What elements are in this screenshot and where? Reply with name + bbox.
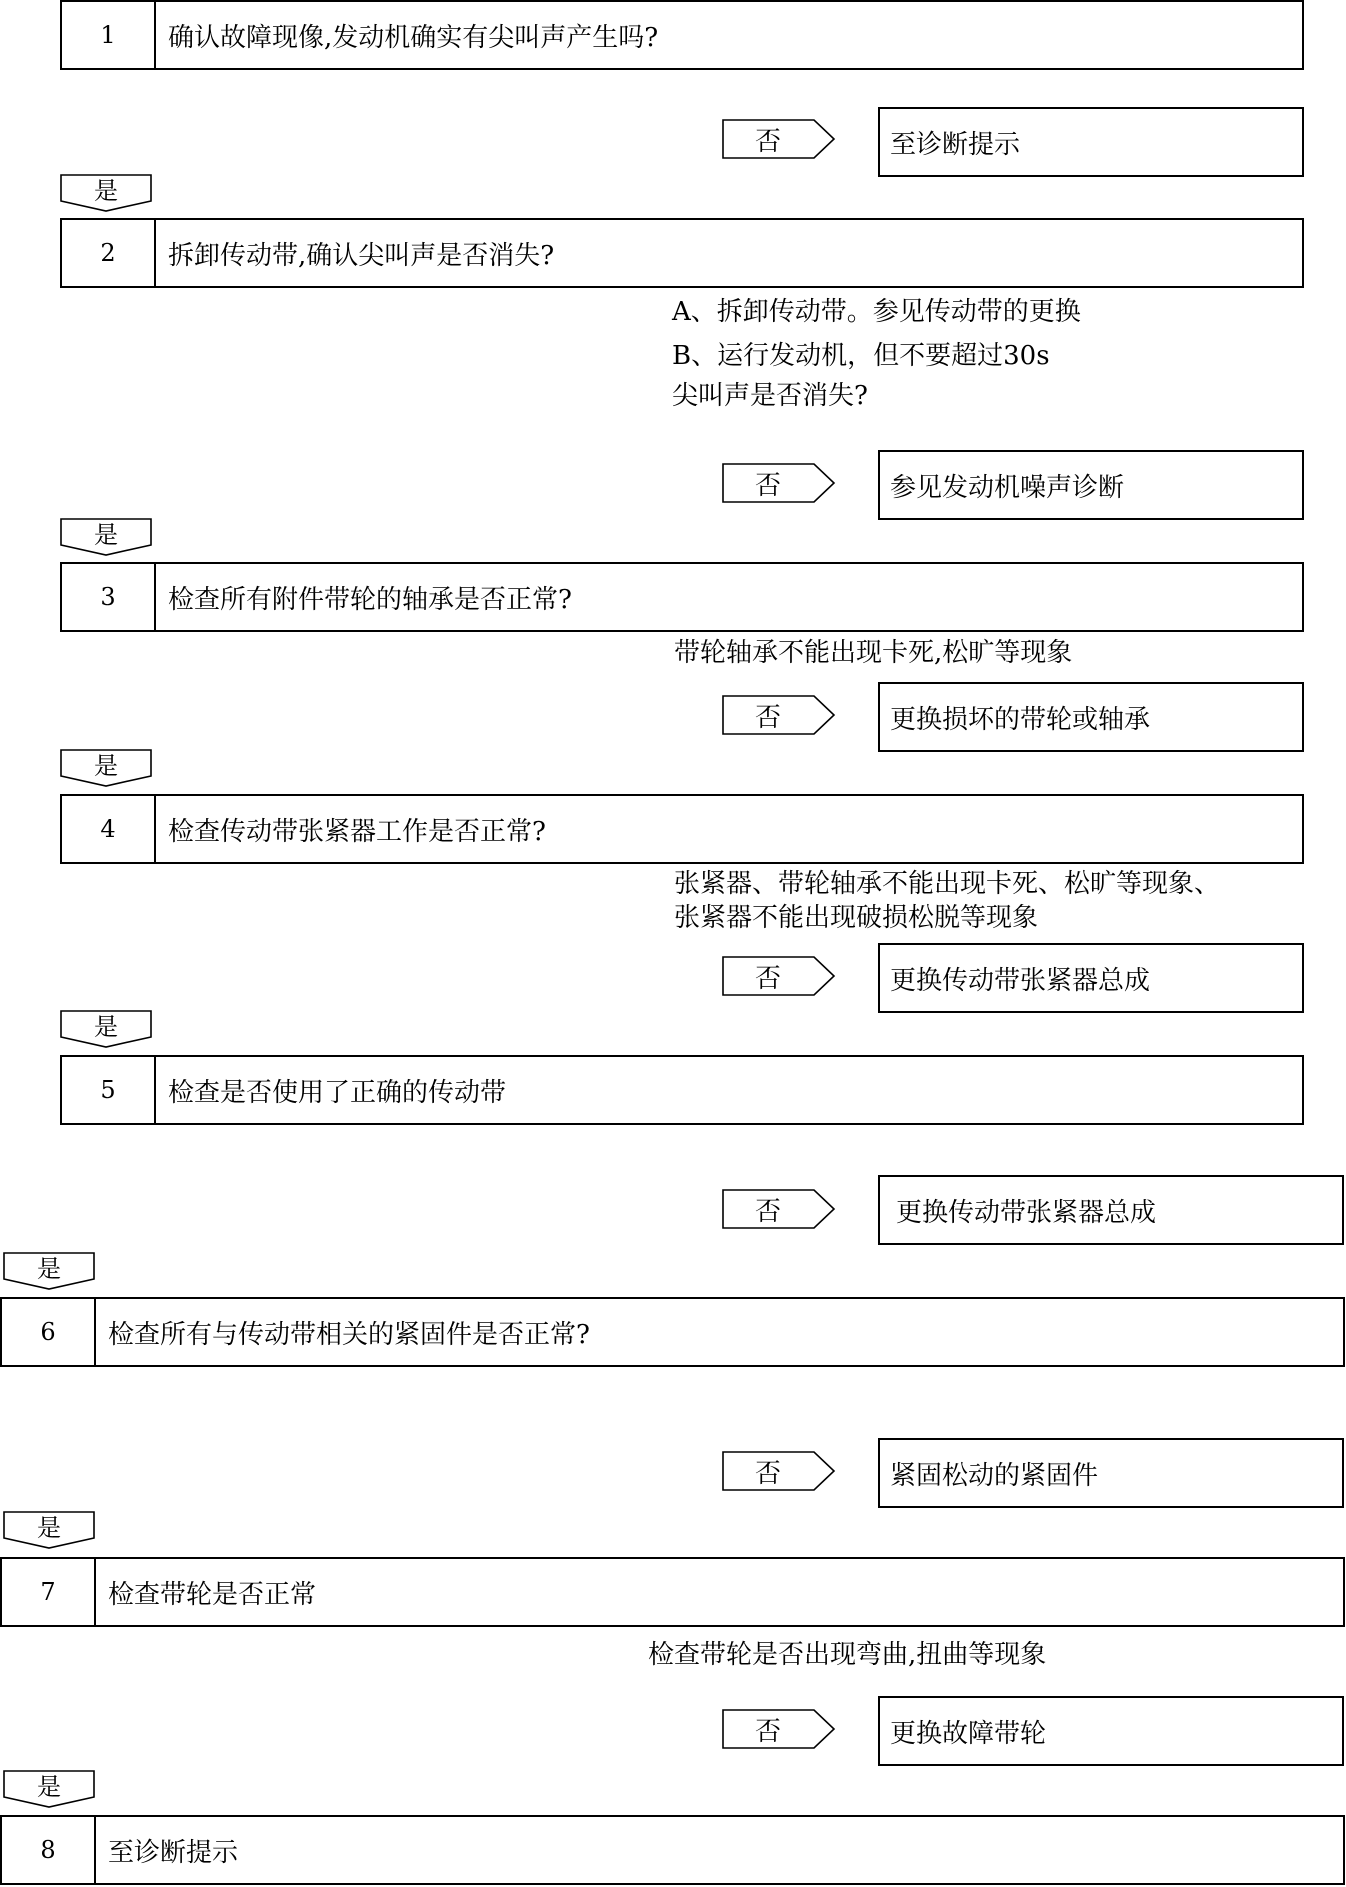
action-box-2: 参见发动机噪声诊断 <box>878 450 1304 520</box>
action-box-6: 紧固松动的紧固件 <box>878 1438 1344 1508</box>
action-box-3: 更换损坏的带轮或轴承 <box>878 682 1304 752</box>
step-2-box <box>60 218 1304 288</box>
action-box-1: 至诊断提示 <box>878 107 1304 177</box>
step-text: 检查所有与传动带相关的紧固件是否正常? <box>108 1319 590 1350</box>
action-box-5: 更换传动带张紧器总成 <box>878 1175 1344 1245</box>
step-text: 确认故障现像,发动机确实有尖叫声产生吗? <box>168 22 659 53</box>
yes-arrow: 是 <box>3 1252 95 1290</box>
step-number: 5 <box>62 1057 156 1123</box>
no-arrow: 否 <box>722 119 836 159</box>
no-arrow: 否 <box>722 1709 836 1749</box>
step-3-note: 带轮轴承不能出现卡死,松旷等现象 <box>674 638 1073 668</box>
step-1-box <box>60 0 1304 70</box>
step-number: 2 <box>62 220 156 286</box>
step-8-box <box>0 1815 1345 1885</box>
step-text: 检查所有附件带轮的轴承是否正常? <box>168 584 572 615</box>
yes-arrow: 是 <box>60 174 152 212</box>
step-number: 8 <box>2 1817 96 1883</box>
step-2-note: A、拆卸传动带。参见传动带的更换 B、运行发动机，但不要超过30s 尖叫声是否消失? <box>672 297 1081 411</box>
no-arrow: 否 <box>722 1451 836 1491</box>
step-text: 检查带轮是否正常 <box>108 1579 317 1610</box>
no-arrow: 否 <box>722 695 836 735</box>
step-text: 拆卸传动带,确认尖叫声是否消失? <box>168 240 555 271</box>
step-number: 1 <box>62 2 156 68</box>
step-7-box <box>0 1557 1345 1627</box>
step-number: 7 <box>2 1559 96 1625</box>
step-number: 6 <box>2 1299 96 1365</box>
yes-arrow: 是 <box>60 1010 152 1048</box>
step-4-note: 张紧器、带轮轴承不能出现卡死、松旷等现象、 张紧器不能出现破损松脱等现象 <box>674 869 1221 933</box>
step-6-box <box>0 1297 1345 1367</box>
yes-arrow: 是 <box>60 518 152 556</box>
step-text: 检查是否使用了正确的传动带 <box>168 1077 507 1108</box>
no-arrow: 否 <box>722 956 836 996</box>
no-arrow: 否 <box>722 1189 836 1229</box>
yes-arrow: 是 <box>60 749 152 787</box>
step-text: 检查传动带张紧器工作是否正常? <box>168 816 546 847</box>
action-box-4: 更换传动带张紧器总成 <box>878 943 1304 1013</box>
step-number: 4 <box>62 796 156 862</box>
yes-arrow: 是 <box>3 1511 95 1549</box>
step-3-box <box>60 562 1304 632</box>
yes-arrow: 是 <box>3 1770 95 1808</box>
step-number: 3 <box>62 564 156 630</box>
no-arrow: 否 <box>722 463 836 503</box>
step-text: 至诊断提示 <box>108 1837 239 1868</box>
step-7-note: 检查带轮是否出现弯曲,扭曲等现象 <box>648 1640 1047 1670</box>
step-4-box <box>60 794 1304 864</box>
action-box-7: 更换故障带轮 <box>878 1696 1344 1766</box>
step-5-box <box>60 1055 1304 1125</box>
